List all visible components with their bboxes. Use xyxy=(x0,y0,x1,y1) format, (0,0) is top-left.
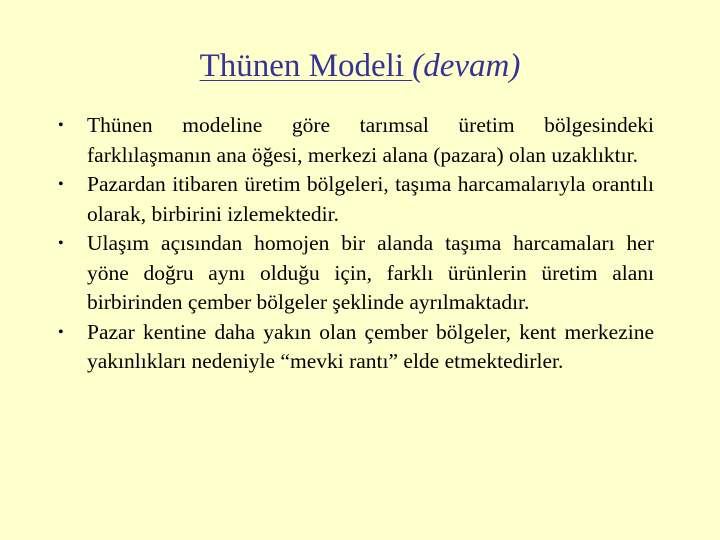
slide-title-main: Thünen Modeli xyxy=(199,48,413,84)
bullet-text: Pazar kentine daha yakın olan çember bölgeler, kent merkezine yakınlıkları nedeniyle “mevki rantı” elde etmektedirler. xyxy=(87,319,654,373)
bullet-icon: • xyxy=(58,117,64,134)
bullet-text: Ulaşım açısından homojen bir alanda taşıma harcamaları her yöne doğru aynı olduğu için, farklı ürünlerin üretim alanı birbirinden çember bölgeler şeklinde ayrılmaktadır. xyxy=(87,231,654,314)
bullet-text: Thünen modeline göre tarımsal üretim bölgesindeki farklılaşmanın ana öğesi, merkezi alana (pazara) olan uzaklıktır. xyxy=(87,113,654,167)
bullet-icon: • xyxy=(58,323,64,341)
bullet-icon: • xyxy=(58,235,64,252)
bullet-list xyxy=(58,111,654,377)
slide-title xyxy=(0,44,720,88)
bullet-item xyxy=(58,170,654,229)
bullet-text: Pazardan itibaren üretim bölgeleri, taşıma harcamalarıyla orantılı olarak, birbirini izlemektedir. xyxy=(87,172,654,226)
bullet-icon: • xyxy=(58,176,64,193)
bullet-item xyxy=(58,111,654,170)
slide-title-sub: (devam) xyxy=(412,48,521,84)
bullet-item xyxy=(58,229,654,318)
bullet-item xyxy=(58,318,654,377)
